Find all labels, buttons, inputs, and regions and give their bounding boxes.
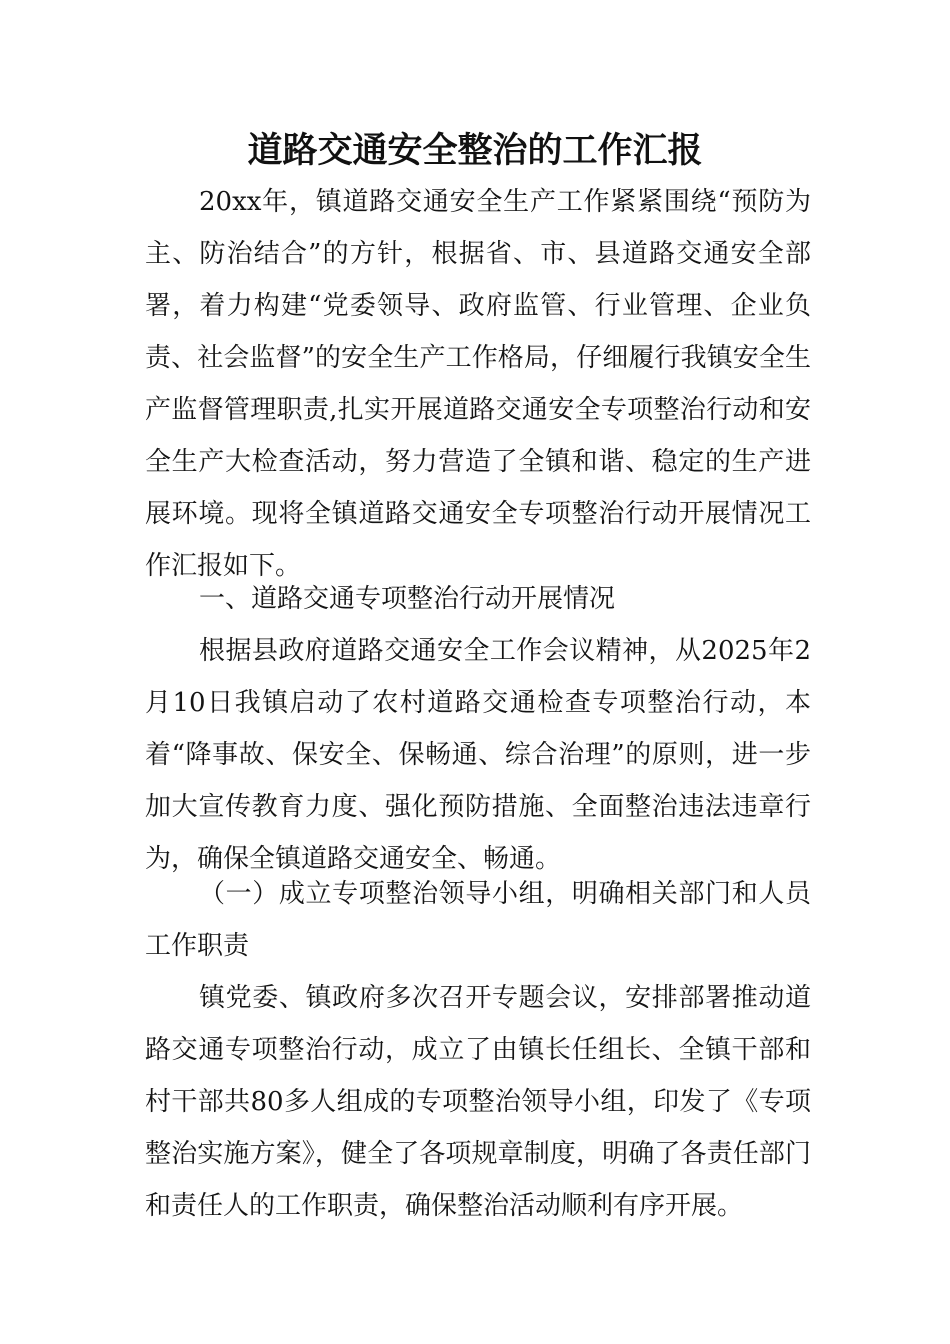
subsection-heading-1: （一）成立专项整治领导小组，明确相关部门和人员工作职责	[145, 879, 811, 961]
intro-paragraph: 20xx年，镇道路交通安全生产工作紧紧围绕“预防为主、防治结合”的方针，根据省、市、县道路交通安全部署，着力构建“党委领导、政府监管、行业管理、企业负责、社会监督”的安全生产工作格局，仔细履行我镇安全生产监督管理职责,扎实开展道路交通安全专项整治行动和安全生产大检查活动，努力营造了全镇和谐、稳定的生产进展环境。现将全镇道路交通安全专项整治行动开展情况工作汇报如下。	[145, 187, 811, 581]
subsection-1-paragraph: 镇党委、镇政府多次召开专题会议，安排部署推动道路交通专项整治行动，成立了由镇长任组长、全镇干部和村干部共80多人组成的专项整治领导小组，印发了《专项整治实施方案》，健全了各项规章制度，明确了各责任部门和责任人的工作职责，确保整治活动顺利有序开展。	[145, 983, 811, 1221]
section-heading-1: 一、道路交通专项整治行动开展情况	[199, 584, 616, 614]
document-title: 道路交通安全整治的工作汇报	[247, 131, 703, 171]
section-1-paragraph: 根据县政府道路交通安全工作会议精神，从2025年2月10日我镇启动了农村道路交通检查专项整治行动，本着“降事故、保安全、保畅通、综合治理”的原则，进一步加大宣传教育力度、强化预防措施、全面整治违法违章行为，确保全镇道路交通安全、畅通。	[145, 636, 811, 874]
